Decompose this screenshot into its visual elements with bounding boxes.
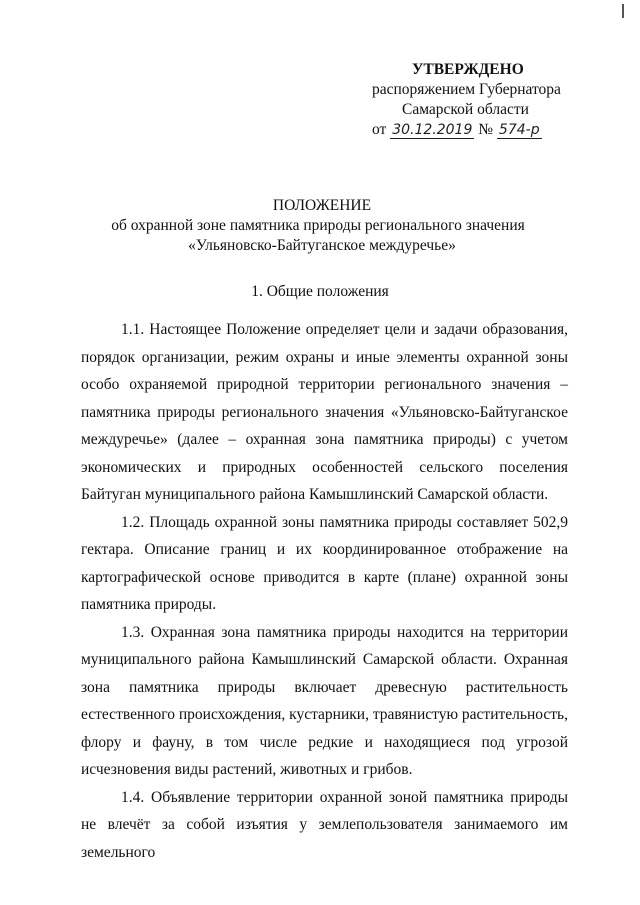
- number-prefix: №: [478, 121, 494, 138]
- title-subtitle-line1: об охранной зоне памятника природы регионального значения: [111, 217, 525, 234]
- approval-region-line: Самарской области: [402, 101, 529, 118]
- document-title: [0, 196, 640, 256]
- date-prefix: от: [372, 121, 387, 138]
- approval-by-line: распоряжением Губернатора: [372, 81, 561, 98]
- section-heading: 1. Общие положения: [251, 283, 389, 300]
- paragraph: 1.3. Охранная зона памятника природы находится на территории муниципального района Камышлинский Самарской области. Охранная зона памятника природы включает древесную растительность естественного происхождения, кустарники, травянистую растительность, флору и фауну, в том числе редкие и находящиеся под угрозой исчезновения виды растений, животных и грибов.: [81, 623, 568, 778]
- approval-date-line: [372, 120, 592, 140]
- paragraph: 1.2. Площадь охранной зоны памятника природы составляет 502,9 гектара. Описание границ и их координированное отображение на картографической основе приводится в карте (плане) охранной зоны памятника природы.: [81, 513, 568, 613]
- handwritten-number: 574-р: [498, 122, 540, 138]
- title-heading: ПОЛОЖЕНИЕ: [272, 197, 372, 214]
- title-subtitle-line2: «Ульяновско-Байтуганское междуречье»: [188, 237, 456, 254]
- scan-mark: [622, 4, 624, 18]
- approval-stamp: [372, 60, 592, 140]
- document-body: [81, 316, 568, 866]
- paragraph: 1.4. Объявление территории охранной зоной памятника природы не влечёт за собой изъятия у землепользователя занимаемого им земельного: [81, 788, 568, 861]
- approved-label: УТВЕРЖДЕНО: [412, 61, 524, 78]
- paragraph: 1.1. Настоящее Положение определяет цели и задачи образования, порядок организации, режим охраны и иные элементы охранной зоны особо охраняемой природной территории регионального значения – памятника природы регионального значения «Ульяновско-Байтуганское междуречье» (далее – охранная зона памятника природы) с учетом экономических и природных особенностей сельского поселения Байтуган муниципального района Камышлинский Самарской области.: [81, 321, 568, 503]
- handwritten-date: 30.12.2019: [392, 122, 473, 138]
